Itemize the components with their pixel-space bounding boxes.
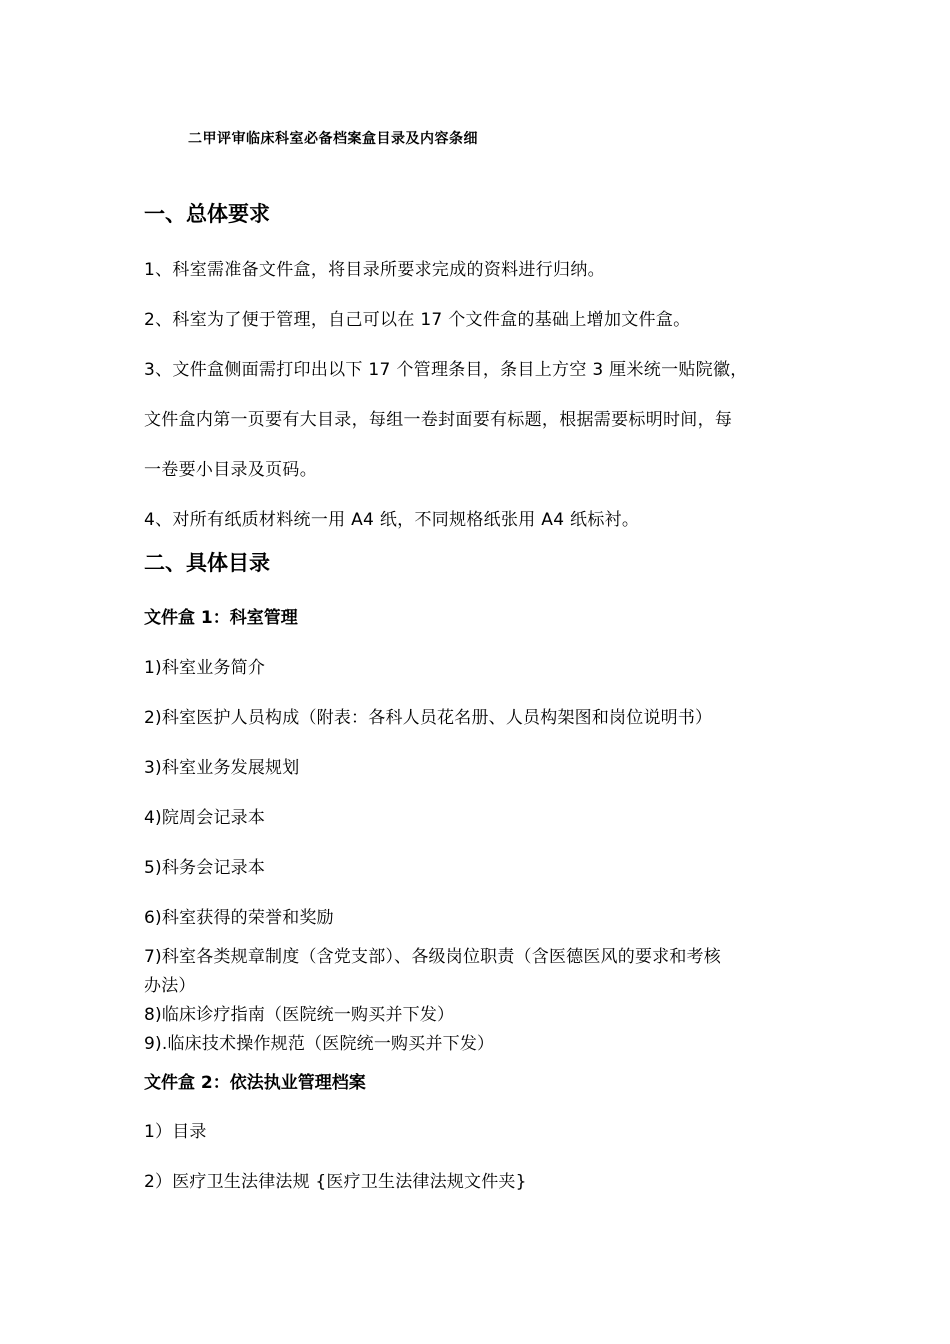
- list-item: 1）目录: [144, 1122, 207, 1142]
- list-item: 2)科室医护人员构成（附表：各科人员花名册、人员构架图和岗位说明书）: [144, 708, 713, 728]
- list-item: 4)院周会记录本: [144, 808, 266, 828]
- list-item: 办法）: [144, 976, 196, 996]
- paragraph: 4、对所有纸质材料统一用 A4 纸，不同规格纸张用 A4 纸标衬。: [144, 510, 640, 530]
- section-heading-specific-catalog: 二、具体目录: [144, 551, 270, 575]
- paragraph: 3、文件盒侧面需打印出以下 17 个管理条目，条目上方空 3 厘米统一贴院徽，: [144, 360, 748, 380]
- paragraph: 文件盒内第一页要有大目录，每组一卷封面要有标题，根据需要标明时间，每: [144, 410, 733, 430]
- paragraph: 2、科室为了便于管理，自己可以在 17 个文件盒的基础上增加文件盒。: [144, 310, 691, 330]
- paragraph: 一卷要小目录及页码。: [144, 460, 317, 480]
- document-title: 二甲评审临床科室必备档案盒目录及内容条细: [188, 131, 478, 147]
- paragraph: 1、科室需准备文件盒，将目录所要求完成的资料进行归纳。: [144, 260, 605, 280]
- section-heading-general-requirements: 一、总体要求: [144, 202, 270, 226]
- file-box-heading: 文件盒 1：科室管理: [144, 608, 298, 628]
- list-item: 7)科室各类规章制度（含党支部）、各级岗位职责（含医德医风的要求和考核: [144, 947, 721, 967]
- list-item: 5)科务会记录本: [144, 858, 266, 878]
- list-item: 9).临床技术操作规范（医院统一购买并下发）: [144, 1034, 495, 1054]
- list-item: 3)科室业务发展规划: [144, 758, 300, 778]
- list-item: 2）医疗卫生法律法规 {医疗卫生法律法规文件夹}: [144, 1172, 527, 1192]
- file-box-heading: 文件盒 2：依法执业管理档案: [144, 1073, 366, 1093]
- list-item: 8)临床诊疗指南（医院统一购买并下发）: [144, 1005, 455, 1025]
- list-item: 6)科室获得的荣誉和奖励: [144, 908, 334, 928]
- list-item: 1)科室业务简介: [144, 658, 266, 678]
